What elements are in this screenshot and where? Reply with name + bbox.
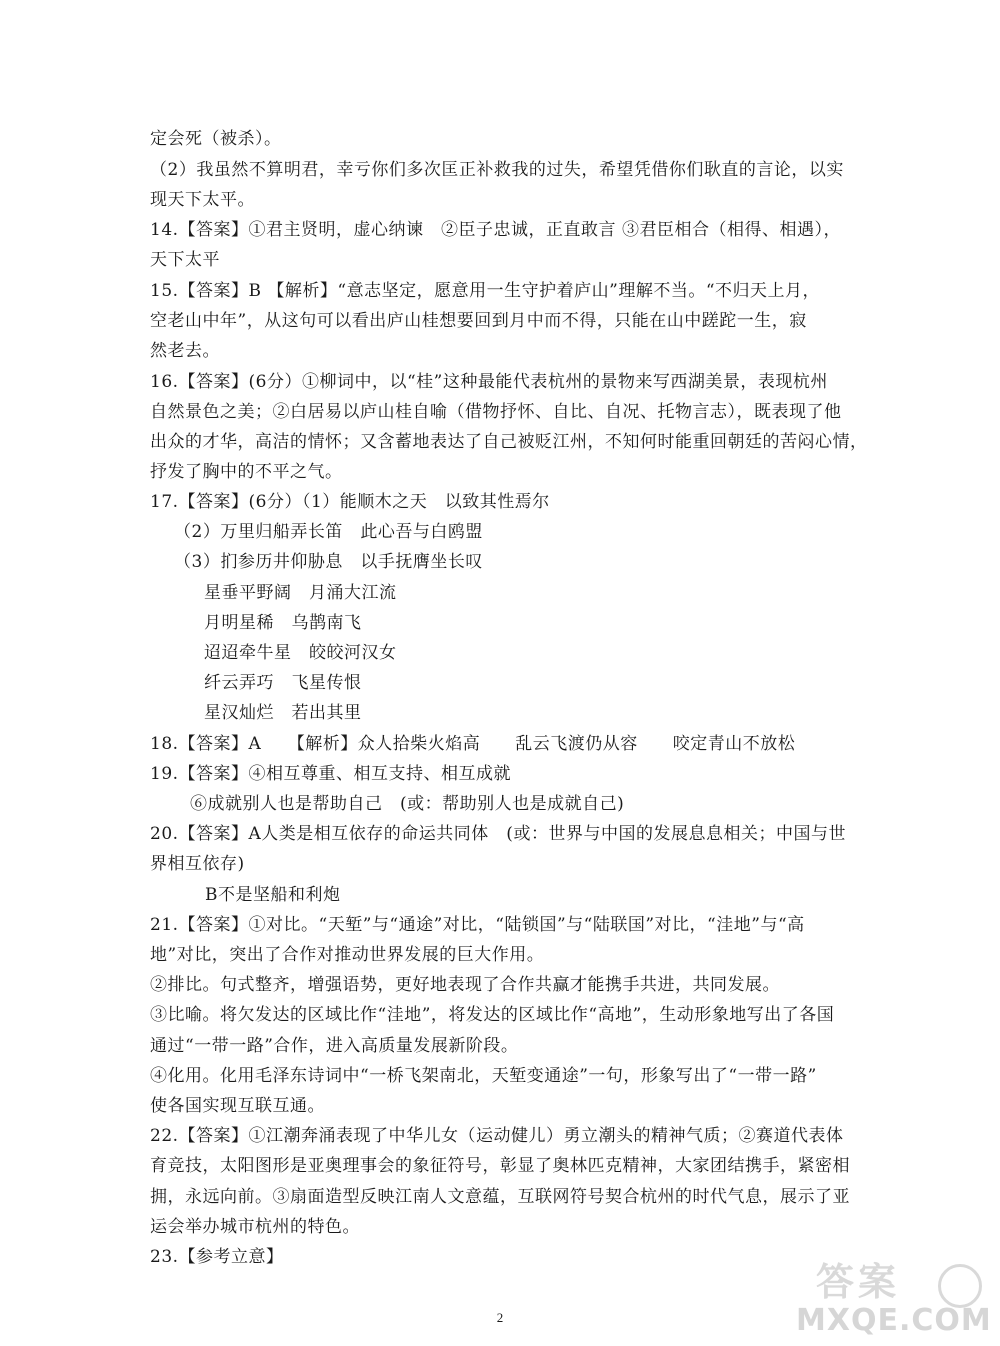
answer-17-line-1: 17.【答案】(6分）（1）能顺木之天 以致其性焉尔 [150, 492, 550, 512]
answer-14-line-2: 天下太平 [150, 250, 220, 270]
answer-17-line-4: 星垂平野阔 月涌大江流 [204, 583, 397, 603]
answer-15-line-3: 然老去。 [150, 341, 220, 361]
answer-21-line-6: ④化用。化用毛泽东诗词中“一桥飞架南北，天堑变通途”一句，形象写出了“一带一路” [150, 1066, 817, 1086]
answer-16-line-4: 抒发了胸中的不平之气。 [150, 462, 343, 482]
answer-16-line-2: 自然景色之美；②白居易以庐山桂自喻（借物抒怀、自比、自况、托物言志），既表现了他 [150, 402, 842, 422]
answer-22-line-3: 拥，永远向前。③扇面造型反映江南人文意蕴，互联网符号契合杭州的时代气息，展示了亚 [150, 1187, 850, 1207]
answer-17-line-5: 月明星稀 乌鹊南飞 [204, 613, 362, 633]
text-line-1: 定会死（被杀）。 [150, 129, 282, 149]
answer-19-line-2: ⑥成就别人也是帮助自己 (或：帮助别人也是成就自己) [190, 794, 625, 814]
answer-21-line-7: 使各国实现互联互通。 [150, 1096, 325, 1116]
answer-17-line-6: 迢迢牵牛星 皎皎河汉女 [204, 643, 397, 663]
answer-21-line-1: 21.【答案】①对比。“天堑”与“通途”对比，“陆锁国”与“陆联国”对比，“洼地”与“高 [150, 915, 805, 935]
watermark-logo [796, 1260, 992, 1338]
text-line-2: （2）我虽然不算明君，幸亏你们多次匡正补救我的过失，希望凭借你们耿直的言论，以实 [150, 160, 844, 180]
answer-22-line-2: 育竞技，太阳图形是亚奥理事会的象征符号，彰显了奥林匹克精神，大家团结携手，紧密相 [150, 1156, 850, 1176]
answer-17-line-8: 星汉灿烂 若出其里 [204, 703, 362, 723]
answer-21-line-5: 通过“一带一路”合作，进入高质量发展新阶段。 [150, 1036, 519, 1056]
answer-21-line-2: 地”对比，突出了合作对推动世界发展的巨大作用。 [150, 945, 545, 965]
answer-16-line-1: 16.【答案】(6分）①柳词中，以“桂”这种最能代表杭州的景物来写西湖美景，表现杭州 [150, 372, 828, 392]
answer-17-line-2: （2）万里归船弄长笛 此心吾与白鸥盟 [174, 522, 483, 542]
answer-23-line-1: 23.【参考立意】 [150, 1247, 284, 1267]
answer-22-line-4: 运会举办城市杭州的特色。 [150, 1217, 360, 1237]
answer-14-line-1: 14.【答案】①君主贤明，虚心纳谏 ②臣子忠诚，正直敢言 ③君臣相合（相得、相遇）， [150, 220, 841, 240]
answer-21-line-4: ③比喻。将欠发达的区域比作“洼地”，将发达的区域比作“高地”，生动形象地写出了各国 [150, 1005, 835, 1025]
answer-19-line-1: 19.【答案】④相互尊重、相互支持、相互成就 [150, 764, 512, 784]
page-number: 2 [496, 1310, 504, 1325]
answer-20-line-1: 20.【答案】A人类是相互依存的命运共同体 (或：世界与中国的发展息息相关；中国与世 [150, 824, 846, 844]
answer-20-line-3: B不是坚船和利炮 [205, 885, 341, 905]
answer-17-line-3: （3）扪参历井仰胁息 以手抚膺坐长叹 [174, 552, 483, 572]
watermark-url-text: MXQE.COM [796, 1303, 992, 1338]
watermark-top-text: 答案 [816, 1260, 901, 1304]
answer-20-line-2: 界相互依存) [150, 854, 245, 874]
answer-18-line-1: 18.【答案】A 【解析】众人拾柴火焰高 乱云飞渡仍从容 咬定青山不放松 [150, 734, 796, 754]
answer-17-line-7: 纤云弄巧 飞星传恨 [204, 673, 362, 693]
answer-15-line-2: 空老山中年”，从这句可以看出庐山桂想要回到月中而不得，只能在山中蹉跎一生，寂 [150, 311, 807, 331]
watermark-circle-icon [938, 1264, 982, 1308]
answer-16-line-3: 出众的才华，高洁的情怀；又含蓄地表达了自己被贬江州，不知何时能重回朝廷的苦闷心情， [150, 432, 868, 452]
text-line-3: 现天下太平。 [150, 190, 255, 210]
answer-22-line-1: 22.【答案】①江潮奔涌表现了中华儿女（运动健儿）勇立潮头的精神气质；②赛道代表体 [150, 1126, 844, 1146]
answer-15-line-1: 15.【答案】B 【解析】“意志坚定，愿意用一生守护着庐山”理解不当。“不归天上月， [150, 281, 821, 301]
answer-21-line-3: ②排比。句式整齐，增强语势，更好地表现了合作共赢才能携手共进，共同发展。 [150, 975, 780, 995]
